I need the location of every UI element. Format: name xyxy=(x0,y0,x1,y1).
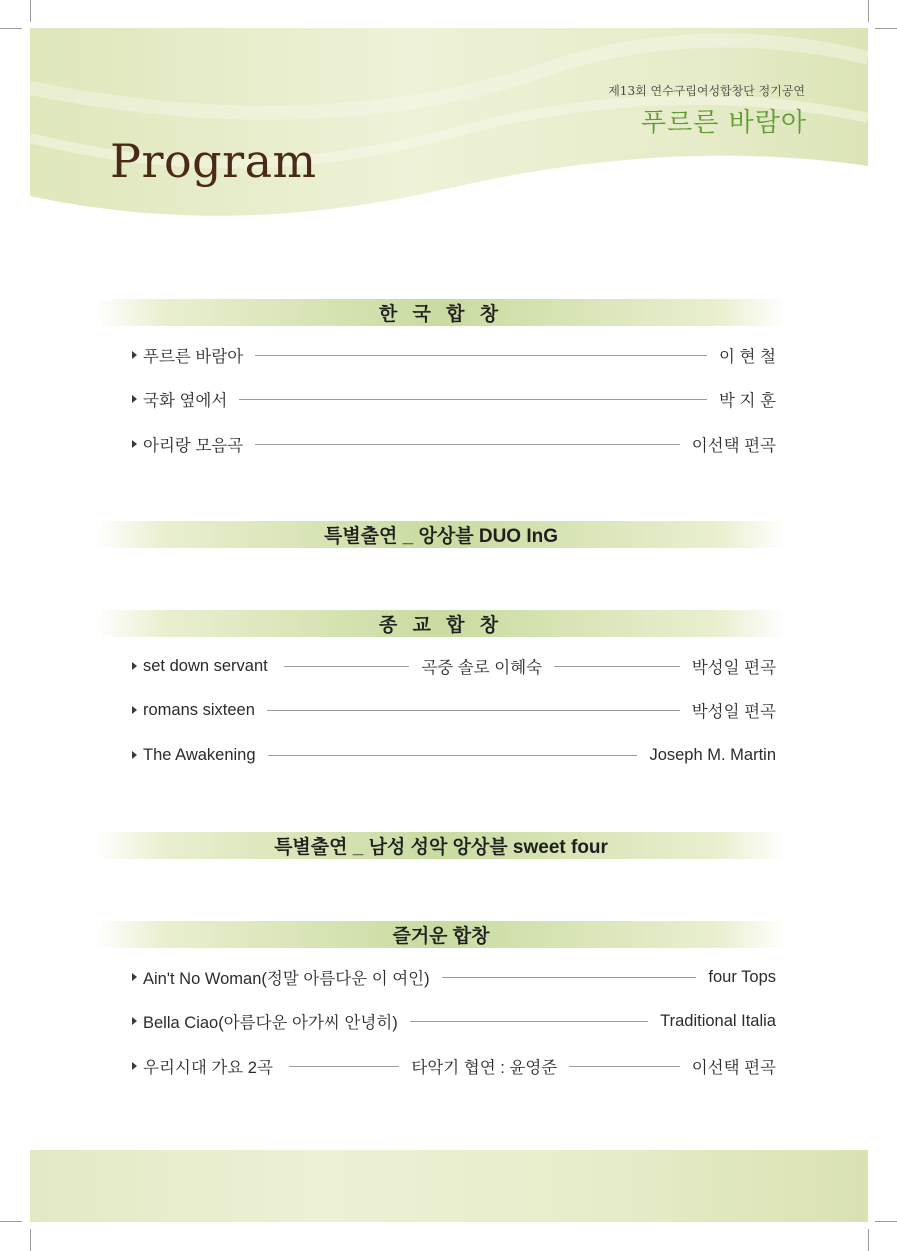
leader-line xyxy=(554,666,680,667)
concert-title: 푸르른 바람아 xyxy=(641,108,807,138)
concert-subtitle: 제13회 연수구립여성합창단 정기공연 xyxy=(608,84,805,98)
section-header-sacred-choir xyxy=(96,610,786,637)
song-credit: Joseph M. Martin xyxy=(649,745,776,764)
song-credit: 이선택 편곡 xyxy=(691,1059,776,1077)
program-item xyxy=(132,388,776,410)
song-credit: 박성일 편곡 xyxy=(691,703,776,721)
song-title: set down servant xyxy=(143,656,268,675)
section-title: 한 국 합 창 xyxy=(378,304,504,325)
song-note: 곡중 솔로 이혜숙 xyxy=(421,659,543,677)
footer-band xyxy=(30,1150,868,1222)
song-title: 우리시대 가요 2곡 xyxy=(143,1059,273,1077)
section-header-korean-choir xyxy=(96,299,786,326)
leader-line xyxy=(410,1021,648,1022)
song-credit: 이 현 철 xyxy=(719,348,776,366)
crop-mark xyxy=(868,0,869,22)
song-credit: Traditional Italia xyxy=(660,1011,776,1030)
section-header-special-sweet-four xyxy=(96,832,786,859)
leader-line xyxy=(255,355,707,356)
leader-line xyxy=(267,710,680,711)
leader-line xyxy=(442,977,697,978)
song-credit: 박 지 훈 xyxy=(719,392,776,410)
leader-line xyxy=(289,1066,399,1067)
program-item xyxy=(132,1010,776,1032)
program-item xyxy=(132,699,776,721)
crop-mark xyxy=(30,1229,31,1251)
program-item xyxy=(132,966,776,988)
crop-mark xyxy=(875,28,897,29)
crop-mark xyxy=(0,1221,22,1222)
bullet-icon xyxy=(132,706,137,714)
program-item xyxy=(132,744,776,766)
crop-mark xyxy=(868,1229,869,1251)
bullet-icon xyxy=(132,351,137,359)
section-title: 특별출연 _ 남성 성악 앙상블 sweet four xyxy=(274,837,608,858)
section-header-special-duo xyxy=(96,521,786,548)
program-item xyxy=(132,655,776,677)
song-title: Ain't No Woman(정말 아름다운 이 여인) xyxy=(143,970,430,988)
crop-mark xyxy=(0,28,22,29)
song-credit: 박성일 편곡 xyxy=(691,659,777,677)
bullet-icon xyxy=(132,662,137,670)
bullet-icon xyxy=(132,440,137,448)
bullet-icon xyxy=(132,751,137,759)
crop-mark xyxy=(875,1221,897,1222)
leader-line xyxy=(239,399,707,400)
leader-line xyxy=(255,444,680,445)
song-title: 아리랑 모음곡 xyxy=(143,437,244,455)
song-note: 타악기 협연 : 윤영준 xyxy=(411,1059,558,1077)
leader-line xyxy=(284,666,410,667)
leader-line xyxy=(268,755,638,756)
song-credit: 이선택 편곡 xyxy=(691,437,776,455)
song-title: Bella Ciao(아름다운 아가씨 안녕히) xyxy=(143,1014,398,1032)
bullet-icon xyxy=(132,1062,137,1070)
bullet-icon xyxy=(132,973,137,981)
program-item xyxy=(132,433,776,455)
song-title: 푸르른 바람아 xyxy=(143,348,244,366)
song-title: romans sixteen xyxy=(143,700,255,719)
section-title: 특별출연 _ 앙상블 DUO InG xyxy=(323,526,559,547)
leader-line xyxy=(569,1066,679,1067)
bullet-icon xyxy=(132,395,137,403)
page-title: Program xyxy=(110,134,317,188)
section-header-joyful-choir xyxy=(96,921,786,948)
song-title: 국화 옆에서 xyxy=(143,392,228,410)
song-credit: four Tops xyxy=(708,967,776,986)
song-title: The Awakening xyxy=(143,745,256,764)
section-title: 즐거운 합창 xyxy=(392,926,490,947)
program-item xyxy=(132,1055,776,1077)
crop-mark xyxy=(30,0,31,22)
program-item xyxy=(132,344,776,366)
bullet-icon xyxy=(132,1017,137,1025)
section-title: 종 교 합 창 xyxy=(378,615,504,636)
